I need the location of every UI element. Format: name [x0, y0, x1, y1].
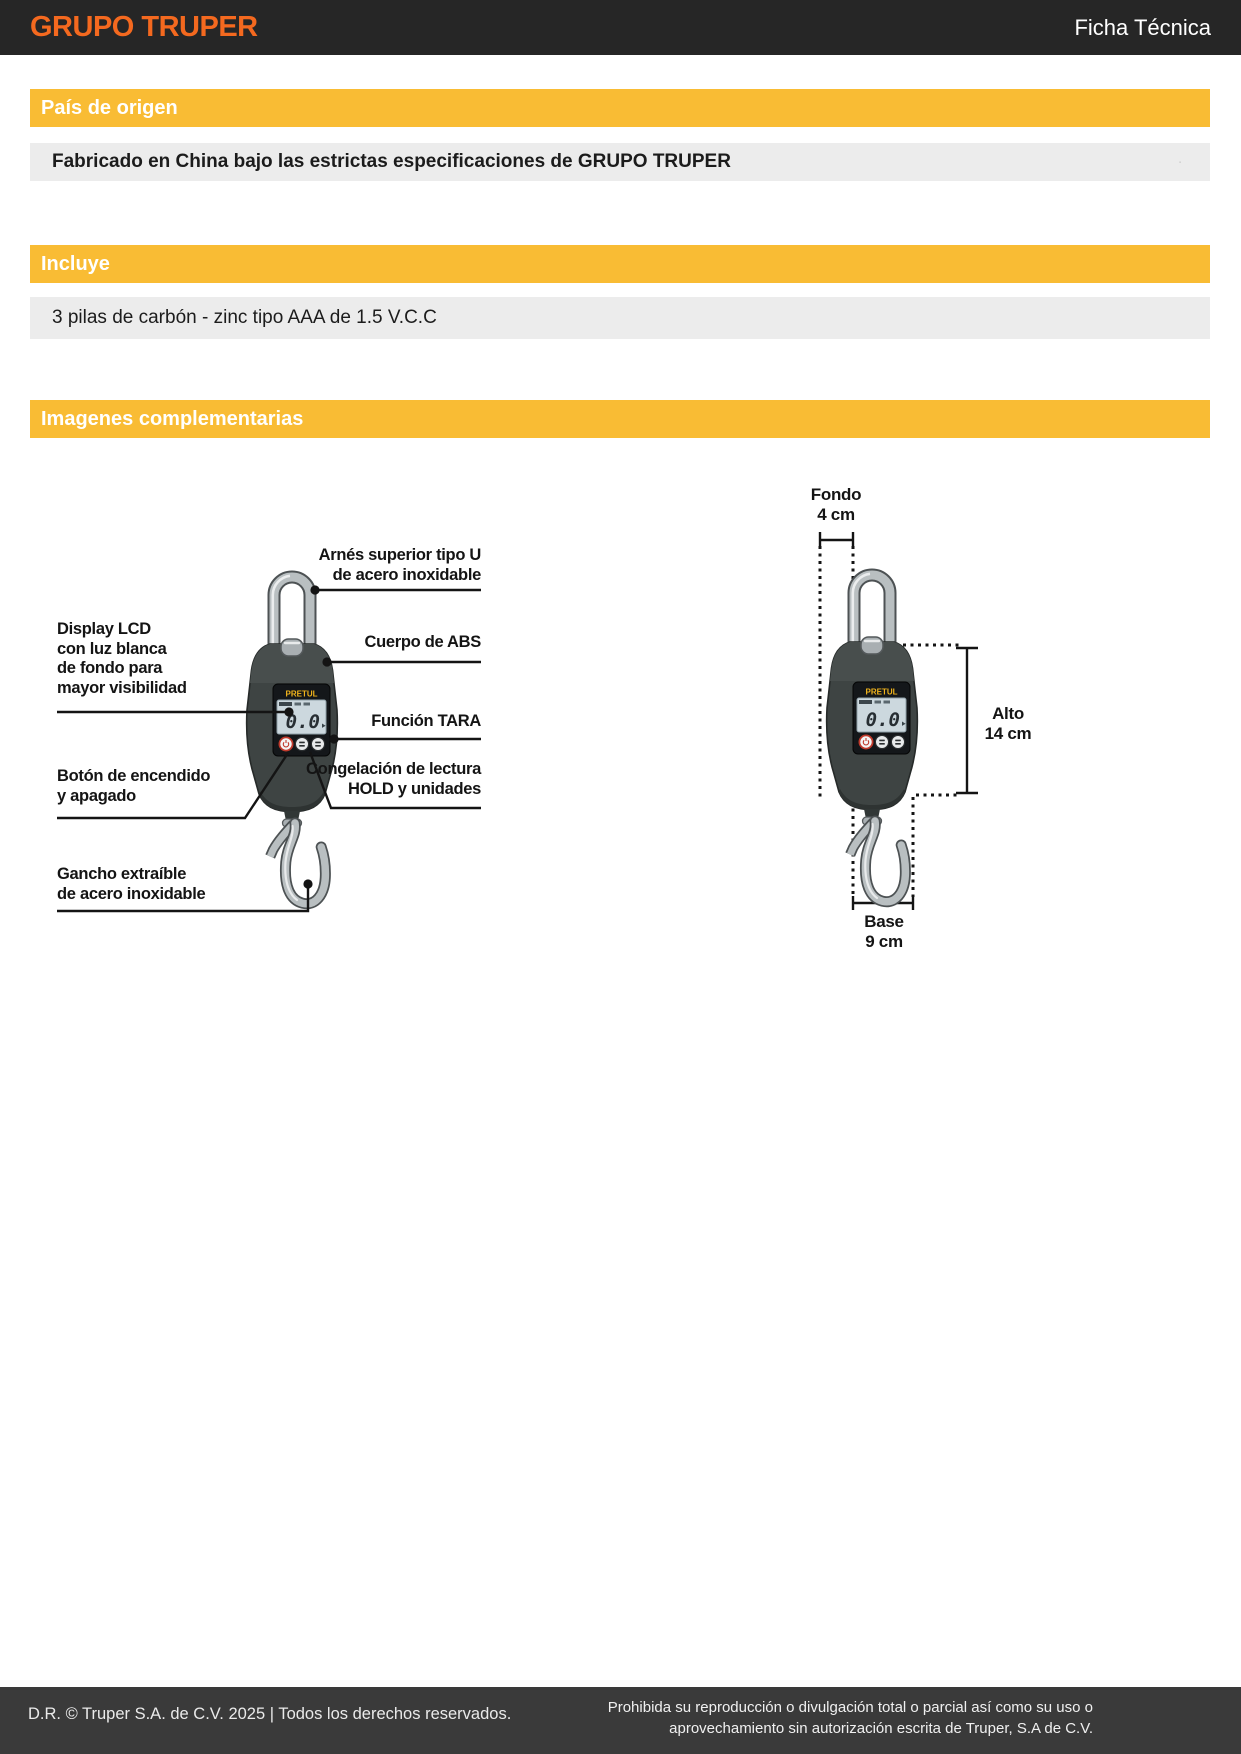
gancho-callout-label	[57, 865, 205, 904]
callout-text-line: y apagado	[57, 786, 136, 805]
footer-copyright: D.R. © Truper S.A. de C.V. 2025 | Todos los derechos reservados.	[28, 1705, 512, 1723]
callout-text-line: Función TARA	[371, 712, 481, 730]
hanging-scale-illustration-left	[240, 560, 340, 916]
display-lcd-callout-label	[57, 620, 187, 698]
cuerpo-callout-line	[322, 657, 481, 666]
callout-text-line: de acero inoxidable	[57, 884, 206, 903]
footer-legal-line: aprovechamiento sin autorización escrita de Truper, S.A de C.V.	[669, 1720, 1093, 1737]
origin-content-text: Fabricado en China bajo las estrictas especificaciones de GRUPO TRUPER	[52, 151, 731, 172]
callout-text-line: Display LCD	[57, 620, 151, 638]
callout-text-line: mayor visibilidad	[57, 678, 187, 697]
hanging-scale-illustration-right	[820, 558, 920, 914]
callout-text-line: Congelación de lectura	[306, 760, 481, 778]
footer-legal-line: Prohibida su reproducción o divulgación total o parcial así como su uso o	[607, 1699, 1093, 1716]
footer-legal-notice	[608, 1697, 1093, 1739]
callout-text-line: Cuerpo de ABS	[364, 633, 481, 651]
fondo-dimension-label	[796, 485, 876, 524]
callout-text-line: con luz blanca	[57, 639, 167, 658]
section-title: Incluye	[41, 252, 110, 275]
section-header-incluye	[30, 245, 1210, 283]
callout-text-line: HOLD y unidades	[347, 779, 481, 798]
section-title: País de origen	[41, 96, 178, 119]
arnes-callout-label	[281, 546, 481, 585]
dimension-value: 14 cm	[984, 723, 1032, 743]
includes-content-row	[30, 297, 1210, 339]
header-bar	[0, 0, 1241, 55]
dimension-value: 9 cm	[865, 931, 903, 951]
callout-text-line: de acero inoxidable	[332, 565, 481, 584]
faint-period: .	[1178, 150, 1183, 167]
cuerpo-callout-label	[281, 633, 481, 653]
callout-text-line: Botón de encendido	[57, 767, 211, 785]
includes-content-text: 3 pilas de carbón - zinc tipo AAA de 1.5 V.C.C	[52, 307, 437, 328]
fondo-dimension-bracket	[820, 532, 853, 548]
section-title: Imagenes complementarias	[41, 407, 304, 430]
dimension-value: 4 cm	[817, 504, 855, 524]
section-header-imagenes	[30, 400, 1210, 438]
origin-content-row	[30, 143, 1210, 181]
callout-text-line: de fondo para	[57, 659, 163, 677]
page-title: Ficha Técnica	[1074, 14, 1211, 40]
grupo-truper-logo: GRUPO TRUPER	[30, 11, 258, 43]
dimension-name: Alto	[992, 704, 1024, 723]
callout-text-line: Arnés superior tipo U	[318, 546, 481, 564]
dimension-name: Base	[864, 912, 904, 931]
base-dimension-label	[846, 912, 922, 951]
alto-dimension-label	[973, 704, 1043, 743]
funcion-callout-line	[329, 734, 481, 743]
funcion-callout-label	[281, 712, 481, 732]
boton-callout-label	[57, 767, 210, 806]
section-header-pais-de-origen	[30, 89, 1210, 127]
congelacion-callout-label	[281, 760, 481, 799]
callout-text-line: Gancho extraíble	[57, 865, 187, 883]
dimension-name: Fondo	[810, 485, 862, 504]
